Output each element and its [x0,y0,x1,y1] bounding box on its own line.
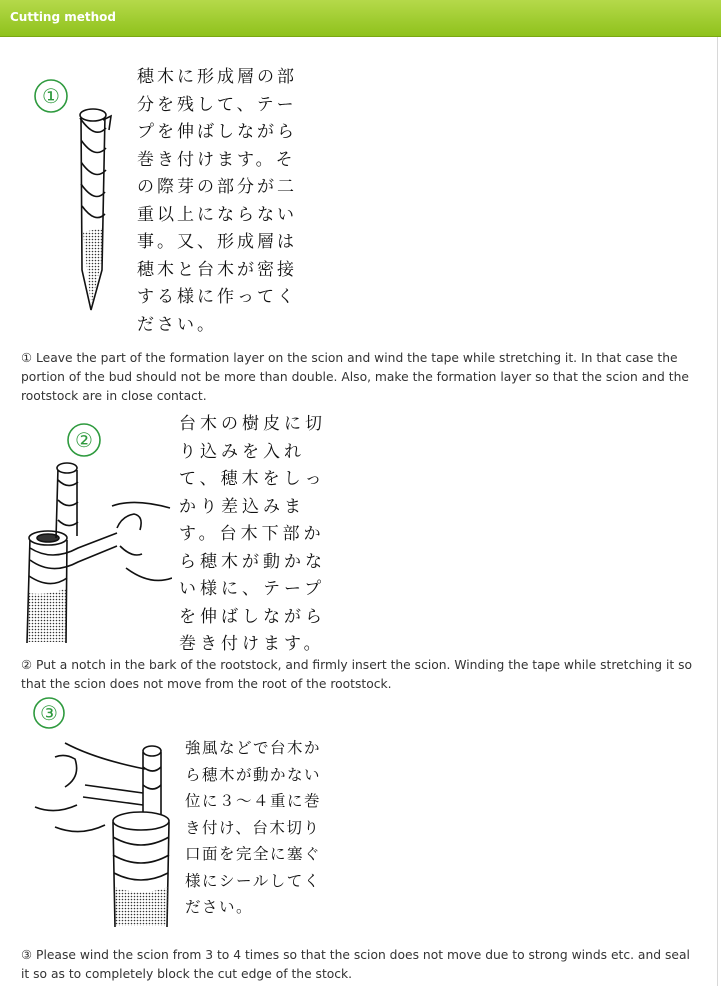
step-3-badge: ③ [40,701,58,725]
step-3-japanese-text: 強風などで台木か ら穂木が動かない 位に３～４重に巻 き付け、台木切り 口面を完全に塞ぐ 様にシールしてく ださい。 [185,739,322,916]
section-header [0,0,721,37]
step-1-japanese-text: 穂木に形成層の部 分を残して、テー プを伸ばしながら 巻き付けます。そ の際芽の部分が二 重以上にならない 事。又、形成層は 穂木と台木が密接 する様に作ってく ださい。 [137,67,297,335]
step-1-badge: ① [42,84,60,108]
step-2-japanese-text: 台木の樹皮に切 り込みを入れ て、穂木をしっ かり差込みま す。台木下部か ら穂木が動かな い様に、テープ を伸ばしながら 巻き付けます。 [179,414,326,654]
step-3-english-text: ③ Please wind the scion from 3 to 4 times so that the scion does not move due to strong winds etc. and seal it so as to completely block the cut edge of the stock. [21,948,690,981]
step-1-english-text: ① Leave the part of the formation layer on the scion and wind the tape while stretching it. In that case the portion of the bud should not be more than double. Also, make the formation layer so that the scion and the rootstock are in close contact. [21,351,689,403]
step-2-badge: ② [75,428,93,452]
content-frame [0,37,718,986]
section-title: Cutting method [10,10,117,24]
step-2-english-text: ② Put a notch in the bark of the rootstock, and firmly insert the scion. Winding the tape while stretching it so that the scion does not move from the root of the rootstock. [21,658,693,691]
